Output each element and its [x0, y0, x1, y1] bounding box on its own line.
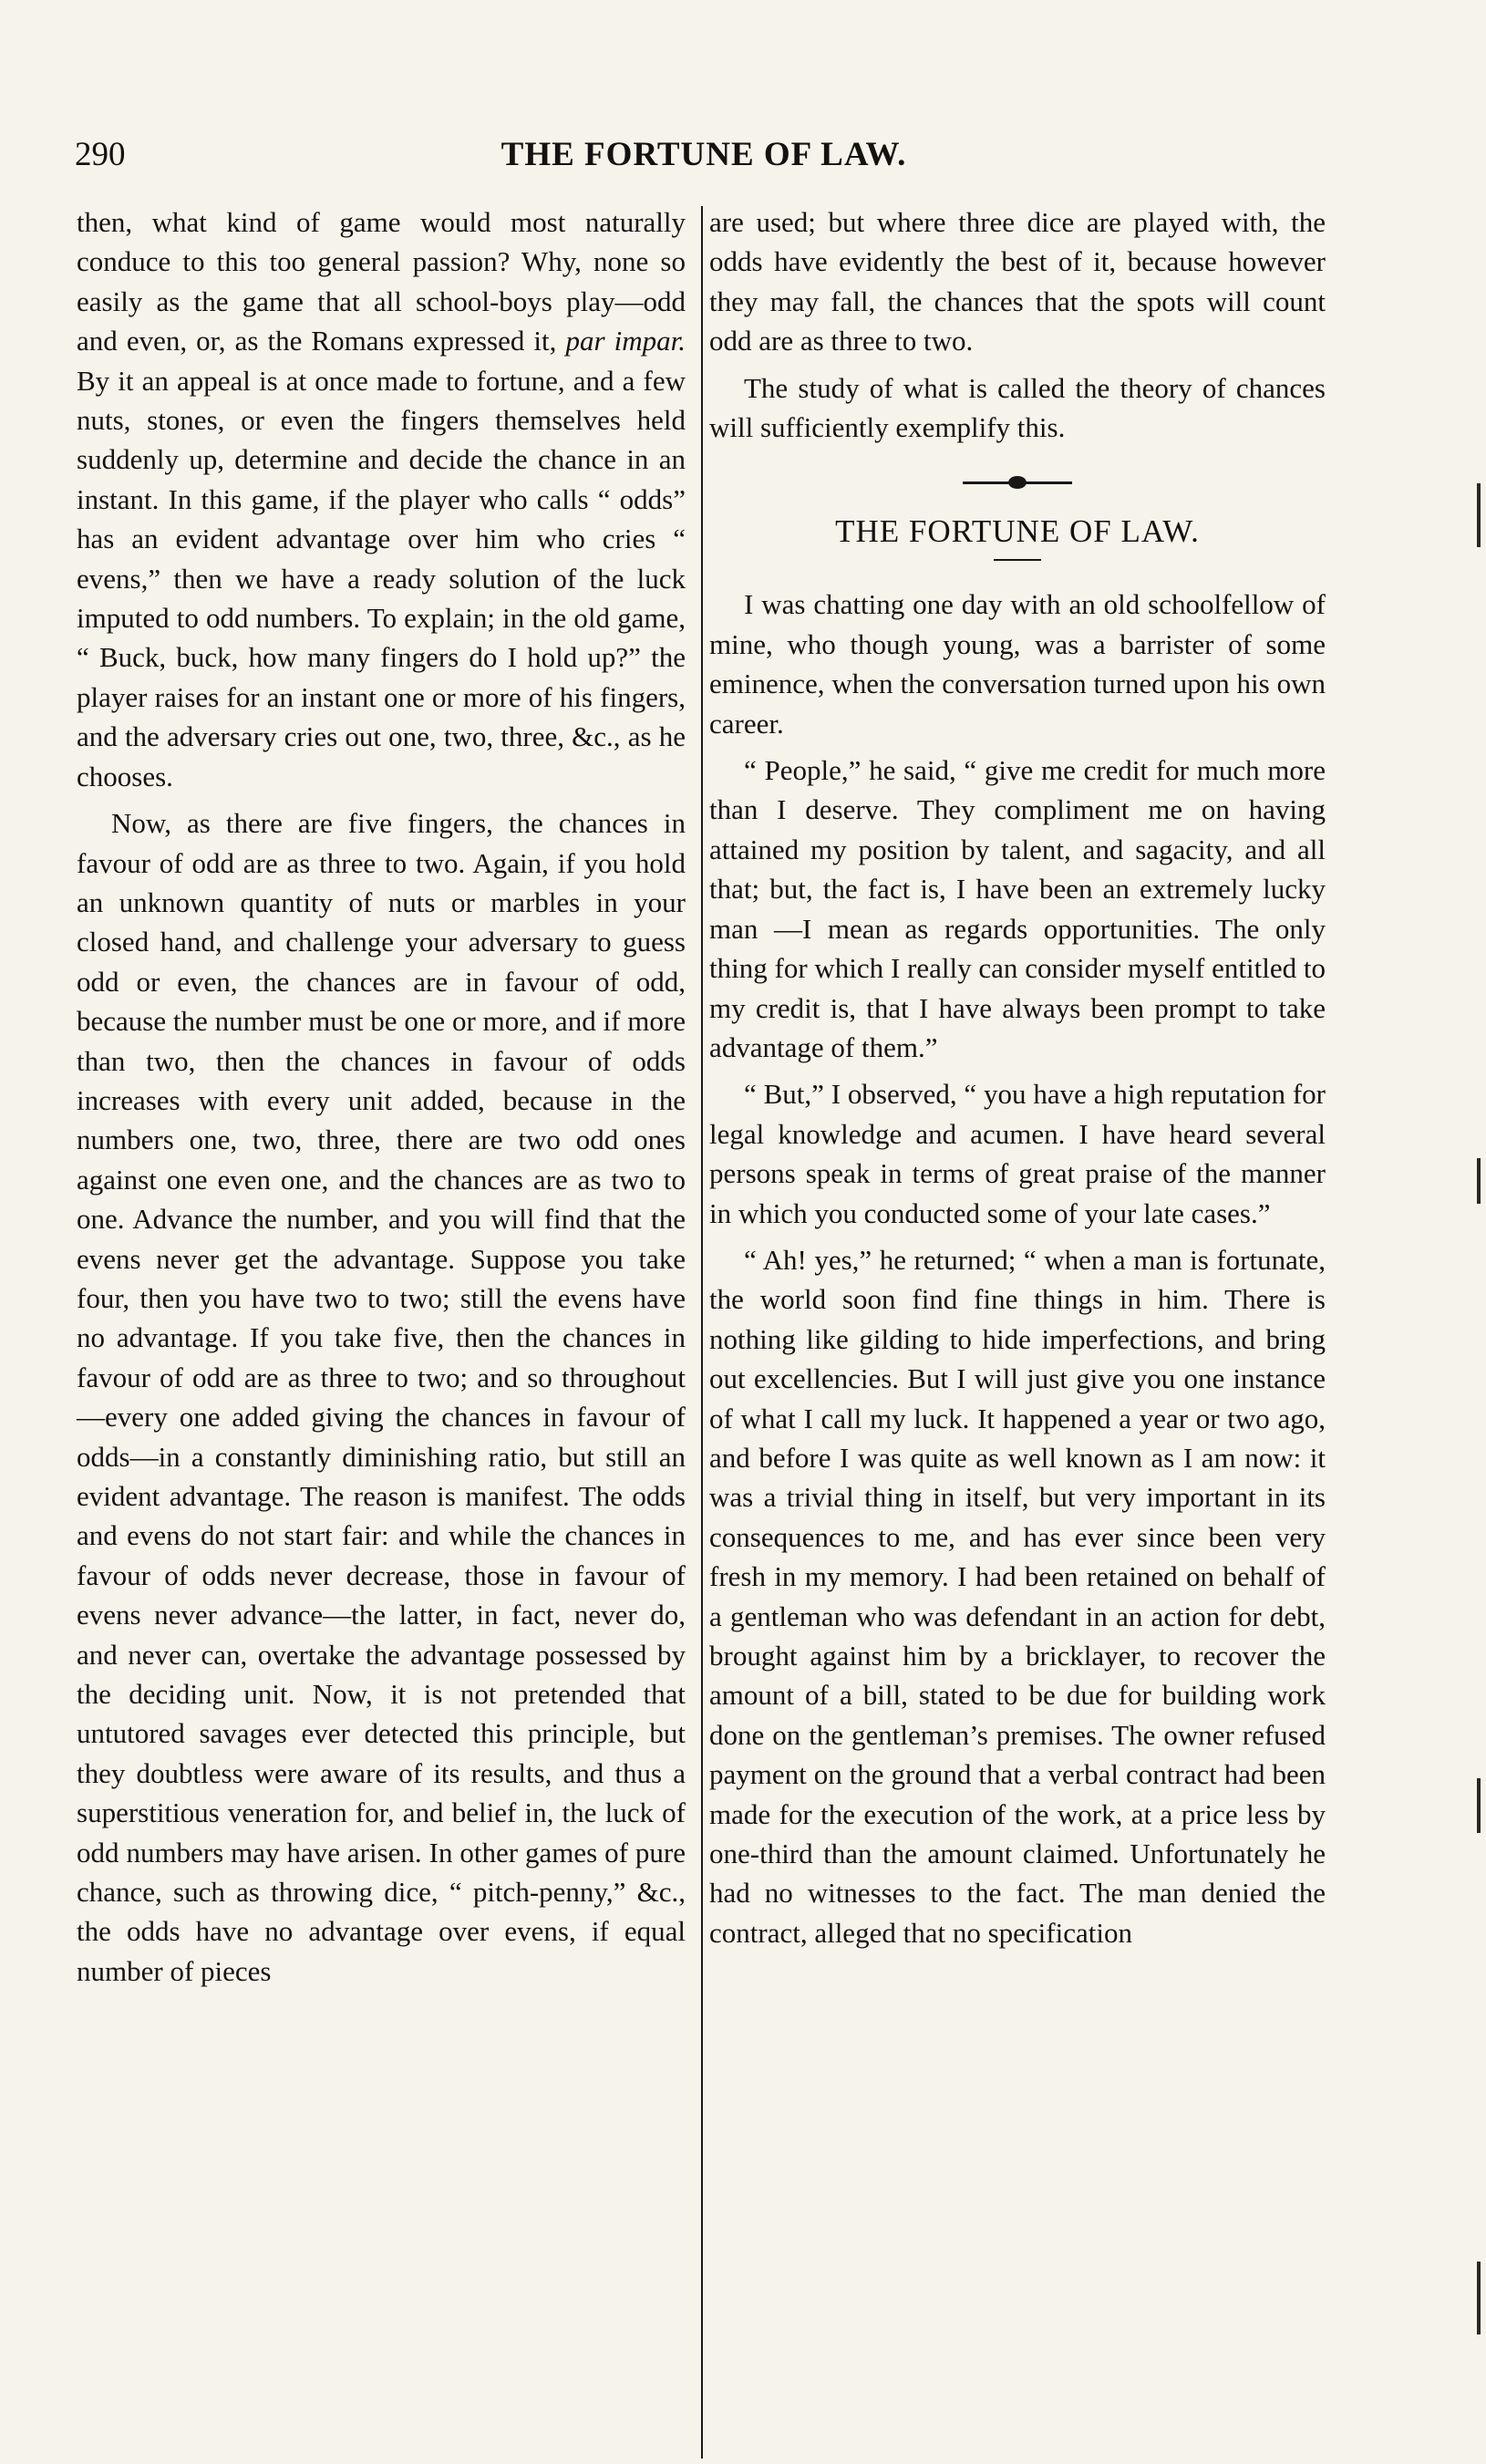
paragraph-text: then, what kind of game would most naturally conduce to this too general passion? Why, none so easily as the game that all school-boys play—odd and even, or, as the Romans expressed it, [77, 206, 686, 357]
paragraph: “ People,” he said, “ give me credit for much more than I deserve. They compliment me on having attained my position by talent, and sagacity, and all that; but, the fact is, I have been an extremely lucky man —I mean as regards opportunities. The only thing for which I really can consider myself entitled to my credit is, that I have always been prompt to take advantage of them.” [709, 754, 1326, 1063]
paragraph-text: By it an appeal is at once made to fortune, and a few nuts, stones, or even the fingers themselves held suddenly up, determine and decide the chance in an instant. In this game, if the player who calls “ odds” has an evident advantage over him who cries “ evens,” then we have a ready solution of the luck imputed to odd numbers. To explain; in the old game, “ Buck, buck, how many fingers do I hold up?” the player raises for an instant one or more of his fingers, and the adversary cries out one, two, three, &c., as he chooses. [77, 364, 686, 792]
paragraph: The study of what is called the theory of chances will sufficiently exemplify this. [709, 371, 1326, 444]
right-column [709, 202, 1326, 1952]
paragraph [77, 202, 686, 796]
section-title: THE FORTUNE OF LAW. [835, 513, 1200, 550]
latin-phrase: par impar. [565, 325, 686, 357]
running-title: THE FORTUNE OF LAW. [500, 136, 907, 173]
paragraph: “ But,” I observed, “ you have a high reputation for legal knowledge and acumen. I have heard several persons speak in terms of great praise of the manner in which you conducted some of your late cases.” [709, 1078, 1326, 1229]
paragraph: “ Ah! yes,” he returned; “ when a man is fortunate, the world soon find fine things in him. There is nothing like gilding to hide imperfections, and bring out excellencies. But I will just give you one instance of what I call my luck. It happened a year or two ago, and before I was quite as well known as I am now: it was a trivial thing in itself, but very important in its consequences to me, and has ever since been very fresh in my memory. I had been retained on behalf of a gentleman who was defendant in an action for debt, brought against him by a bricklayer, to recover the amount of a bill, stated to be due for building work done on the gentleman’s premises. The owner refused payment on the ground that a verbal contract had been made for the execution of the work, at a price less by one-third than the amount claimed. Unfortunately he had no witnesses to the fact. The man denied the contract, alleged that no specification [709, 1243, 1326, 1949]
paragraph: are used; but where three dice are played with, the odds have evidently the best of it, because however they may fall, the chances that the spots will count odd are as three to two. [709, 206, 1326, 357]
ornamental-divider [963, 481, 1072, 484]
binding-edge-mark [1477, 1778, 1481, 1833]
binding-edge-mark [1477, 1158, 1481, 1204]
column-divider [701, 206, 703, 2459]
binding-edge-mark [1477, 2262, 1481, 2335]
page-header [75, 135, 1333, 181]
left-column [77, 202, 686, 1991]
page-number: 290 [75, 136, 126, 173]
binding-edge-mark [1477, 483, 1481, 547]
paragraph: I was chatting one day with an old schoolfellow of mine, who though young, was a barrister of some eminence, when the conversation turned upon his own career. [709, 588, 1326, 740]
paragraph: Now, as there are five fingers, the chances in favour of odd are as three to two. Again, if you hold an unknown quantity of nuts or marbles in your closed hand, and challenge your adversary to guess odd or even, the chances are in favour of odd, because the number must be one or more, and if more than two, then the chances in favour of odds increases with every unit added, because in the numbers one, two, three, there are two odd ones against one even one, and the chances are as two to one. Advance the number, and you will find that the evens never get the advantage. Suppose you take four, then you have two to two; still the evens have no advantage. If you take five, then the chances in favour of odd are as three to two; and so throughout—every one added giving the chances in favour of odds—in a constantly diminishing ratio, but still an evident advantage. The reason is manifest. The odds and evens do not start fair: and while the chances in favour of odds never decrease, those in favour of evens never advance—the latter, in fact, never do, and never can, overtake the advantage possessed by the deciding unit. Now, it is not pretended that untutored savages ever detected this principle, but they doubtless were aware of its results, and thus a superstitious veneration for, and belief in, the luck of odd numbers may have arisen. In other games of pure chance, such as throwing dice, “ pitch-penny,” &c., the odds have no advantage over evens, if equal number of pieces [77, 807, 686, 1987]
title-rule [994, 559, 1041, 561]
